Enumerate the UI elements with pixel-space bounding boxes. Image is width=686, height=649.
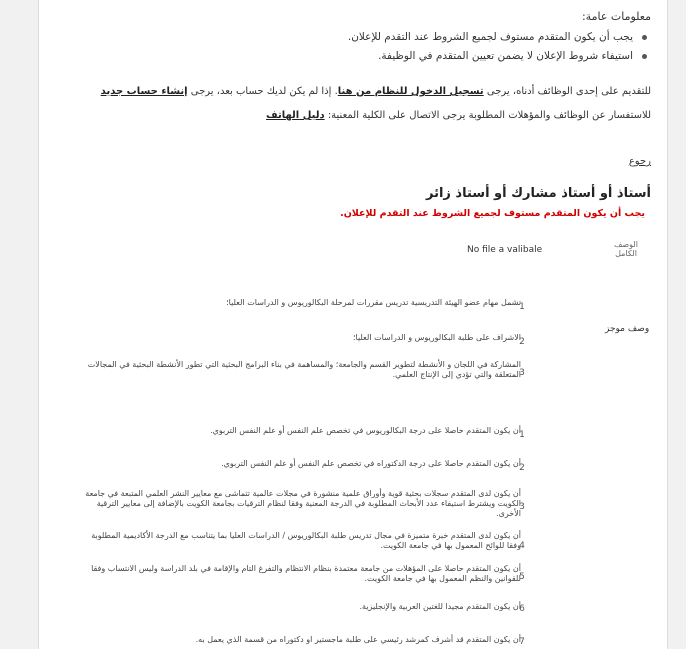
duty-text: المشاركة في اللجان و الأنشطة لتطوير القسم والجامعة؛ والمساهمة في بناء البرامج البحثية التي تطور الأنشطة البحثية في المجالات المتعلقة والتي تؤدي إلى الإنتاج العلمي. (87, 360, 521, 379)
requirement-text: أن يكون المتقدم حاصلا على المؤهلات من جامعة معتمدة بنظام الانتظام والتفرغ التام والإقامة في بلد الدراسة وليس الانتساب وفقا للقوانين والنظم المعمول بها في جامعة الكويت. (91, 564, 521, 583)
requirement-number: ‏ 7 (517, 637, 527, 647)
requirement-text: أن يكون لدى المتقدم سجلات بحثية قوية وأوراق علمية منشورة في مجلات عالمية تتماشى مع معايير النشر العلمي المتبعة في جامعة الكويت ويشترط استيفاء عدد الأبحاث المطلوبة في الدرجة المعنية وفقا لنظام الترقيات بجامعة الكويت بالإضافة إلى معايير الترقية الأخرى. (85, 489, 521, 518)
phone-directory-link[interactable]: دليل الهاتف (266, 110, 325, 121)
file-note: No file a valibale (467, 245, 543, 255)
requirement-number: ‏ 6 (517, 604, 527, 614)
back-link[interactable]: رجوع (628, 156, 651, 167)
duty-number: ‏ 2 (517, 337, 527, 347)
general-info-item: استيفاء شروط الإعلان لا يضمن تعيين المتقدم في الوظيفة. (91, 47, 651, 66)
requirement-text: أن يكون المتقدم قد أشرف كمرشد رئيسي على طلبة ماجستير او دكتوراه من قسمة الذي يعمل به. (195, 635, 521, 644)
apply-instructions (101, 86, 651, 97)
create-account-link[interactable]: إنشاء حساب جديد (100, 86, 188, 97)
requirement-number: ‏ 1 (517, 430, 527, 440)
requirement-text: أن يكون المتقدم حاصلا على درجة البكالوريوس في تخصص علم النفس أو علم النفس التربوي. (210, 426, 521, 435)
login-link[interactable]: تسجيل الدخول للنظام من هنا (337, 86, 484, 97)
duty-number: ‏ 1 (517, 302, 527, 312)
full-description-label: الوصف الكامل (614, 240, 638, 258)
requirement-number: ‏ 4 (517, 541, 527, 551)
general-info-item: يجب أن يكون المتقدم مستوف لجميع الشروط عند التقدم للإعلان. (91, 28, 651, 47)
job-warning: يجب أن يكون المتقدم مستوف لجميع الشروط عند التقدم للإعلان. (340, 208, 645, 219)
apply-text-mid: . إذا لم يكن لديك حساب بعد، يرجى (190, 86, 338, 97)
inquiry-instructions (266, 110, 651, 121)
inquiry-text: للاستفسار عن الوظائف والمؤهلات المطلوبة يرجى الاتصال على الكلية المعنية: (327, 110, 651, 121)
requirement-number: ‏ 5 (517, 572, 527, 582)
requirement-number: ‏ 2 (517, 463, 527, 473)
apply-text-start: للتقديم على إحدى الوظائف أدناه، يرجى (486, 86, 651, 97)
duty-text: تشمل مهام عضو الهيئة التدريسية تدريس مقررات لمرحلة البكالوريوس و الدراسات العليا؛ (226, 298, 521, 307)
content-panel (38, 0, 668, 649)
requirement-text: أن يكون المتقدم حاصلا على درجة الدكتوراه في تخصص علم النفس أو علم النفس التربوي. (221, 459, 521, 468)
requirement-text: أن يكون المتقدم مجيدا للغتين العربية والإنجليزية. (359, 602, 521, 611)
general-info-list (91, 28, 651, 66)
requirement-number: ‏ 3 (517, 502, 527, 512)
duty-text: الاشراف على طلبة البكالوريوس و الدراسات العليا؛ (352, 333, 521, 342)
short-description-label: وصف موجز (605, 324, 650, 334)
general-info-heading: معلومات عامة: (581, 10, 651, 23)
requirement-text: أن يكون لدى المتقدم خبرة متميزة في مجال تدريس طلبة البكالوريوس / الدراسات العليا بما يتناسب مع الدرجة الأكاديمية المطلوبة وفقا للوائح المعمول بها في جامعة الكويت. (91, 531, 521, 550)
duty-number: ‏ 3 (517, 368, 527, 378)
job-title: أستاذ أو أستاذ مشارك أو أستاذ زائر (426, 186, 651, 201)
